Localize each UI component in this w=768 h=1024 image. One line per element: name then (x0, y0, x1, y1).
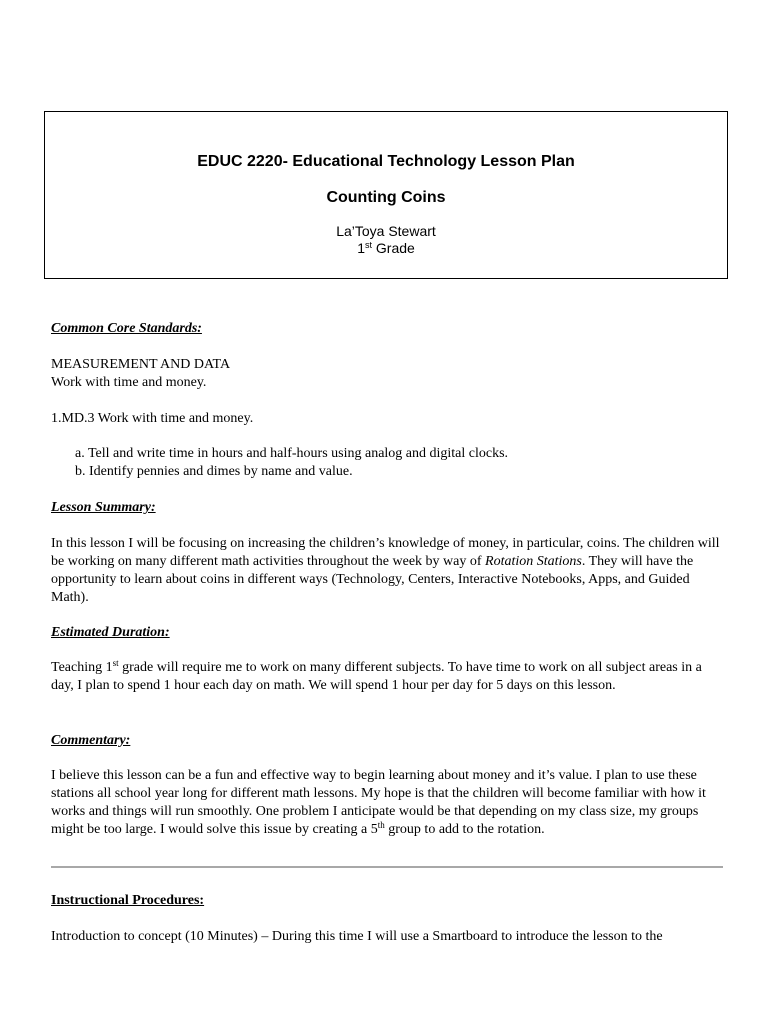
commentary-text-b: group to add to the rotation. (384, 822, 545, 837)
summary-paragraph (51, 535, 723, 607)
commentary-sup: th (377, 820, 385, 830)
standards-heading: Common Core Standards: (51, 321, 202, 336)
document-title: EDUC 2220- Educational Technology Lesson Plan (197, 153, 575, 170)
commentary-heading: Commentary: (51, 733, 131, 748)
commentary-paragraph (51, 767, 723, 839)
grade-suffix: st (364, 240, 372, 250)
duration-heading: Estimated Duration: (51, 625, 170, 640)
grade-label: Grade (372, 240, 415, 256)
author-name: La’Toya Stewart (336, 223, 436, 239)
procedures-paragraph: Introduction to concept (10 Minutes) – During this time I will use a Smartboard to introduce the lesson to the (51, 929, 663, 944)
grade-number: 1 (357, 240, 365, 256)
commentary-text-a: I believe this lesson can be a fun and effective way to begin learning about money and it’s value. I plan to use these stations all school year long for different math lessons. My hope is that the children will become familiar with how it works and things will run smoothly. One problem I anticipate would be that depending on my class size, my groups might be too large. I would solve this issue by creating a 5 (51, 768, 706, 837)
grade-level (45, 239, 727, 257)
standards-code: 1.MD.3 Work with time and money. (51, 411, 254, 426)
summary-text-after: . They will have the opportunity to learn about coins in different ways (Technology, Centers, Interactive Notebooks, Apps, and Guided Math). (51, 554, 694, 605)
duration-sup: st (112, 658, 119, 668)
standards-domain: MEASUREMENT AND DATA (51, 357, 231, 372)
title-box (44, 111, 728, 279)
procedures-heading: Instructional Procedures: (51, 893, 205, 908)
standards-item: a. Tell and write time in hours and half-hours using analog and digital clocks. (75, 446, 509, 461)
summary-text-before: In this lesson I will be focusing on increasing the children’s knowledge of money, in particular, coins. The children will be working on many different math activities throughout the week by way of (51, 536, 720, 569)
duration-paragraph (51, 659, 723, 695)
lesson-title: Counting Coins (326, 189, 446, 206)
standards-item: b. Identify pennies and dimes by name and value. (75, 464, 353, 479)
section-divider (51, 866, 723, 868)
summary-text-italic: Rotation Stations (485, 554, 582, 569)
duration-text-b: grade will require me to work on many different subjects. To have time to work on all subject areas in a day, I plan to spend 1 hour each day on math. We will spend 1 hour per day for 5 days on this lesson. (51, 660, 702, 693)
summary-heading: Lesson Summary: (51, 500, 156, 515)
standards-cluster: Work with time and money. (51, 375, 207, 390)
duration-text-a: Teaching 1 (51, 660, 113, 675)
